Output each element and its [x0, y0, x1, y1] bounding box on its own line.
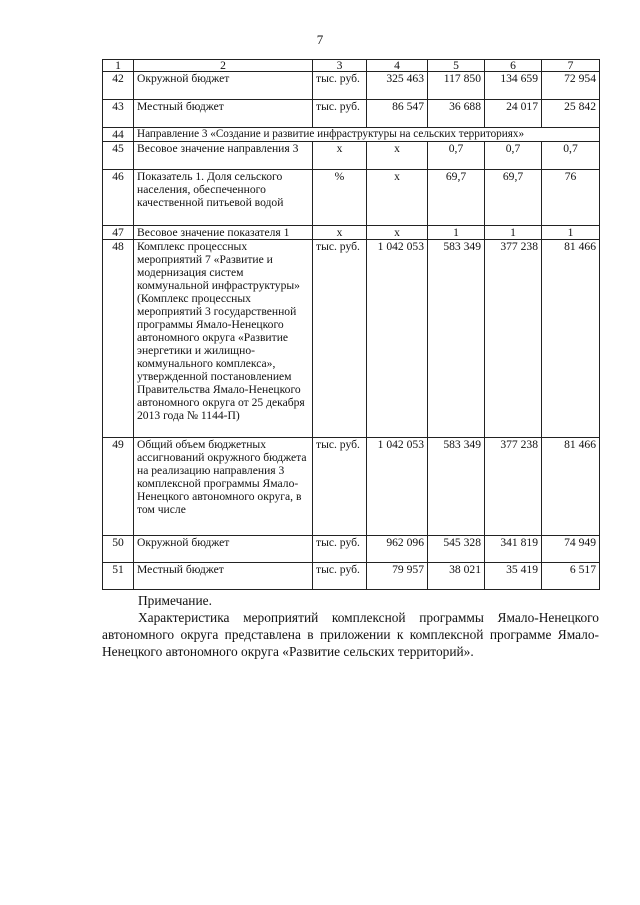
table-row	[103, 536, 600, 563]
row-name: Окружной бюджет	[134, 72, 313, 100]
value-cell: 0,7	[542, 142, 600, 170]
table-header-row	[103, 60, 600, 72]
value-cell: 583 349	[428, 438, 485, 536]
column-header: 5	[428, 60, 485, 72]
section-heading: Направление 3 «Создание и развитие инфраструктуры на сельских территориях»	[134, 128, 600, 142]
row-unit: тыс. руб.	[313, 536, 367, 563]
table-row	[103, 170, 600, 226]
value-cell: 25 842	[542, 100, 600, 128]
row-number: 45	[103, 142, 134, 170]
table-row	[103, 240, 600, 438]
value-cell: 0,7	[428, 142, 485, 170]
value-cell: 1 042 053	[367, 438, 428, 536]
value-cell: 341 819	[485, 536, 542, 563]
table-row	[103, 100, 600, 128]
column-header: 7	[542, 60, 600, 72]
value-cell: 1	[428, 226, 485, 240]
value-cell: 0,7	[485, 142, 542, 170]
row-name: Весовое значение показателя 1	[134, 226, 313, 240]
value-cell: х	[367, 142, 428, 170]
row-unit: %	[313, 170, 367, 226]
row-name: Комплекс процессных мероприятий 7 «Развитие и модернизация систем коммунальной инфраструктуры» (Комплекс процессных мероприятий 3 государственной программы Ямало-Ненецкого автономного округа «Развитие энергетики и жилищно-коммунального комплекса», утвержденной постановлением Правительства Ямало-Ненецкого автономного округа от 25 декабря 2013 года № 1144-П)	[134, 240, 313, 438]
column-header: 6	[485, 60, 542, 72]
row-number: 51	[103, 563, 134, 590]
table-row	[103, 142, 600, 170]
value-cell: 24 017	[485, 100, 542, 128]
row-name: Местный бюджет	[134, 563, 313, 590]
table-row	[103, 72, 600, 100]
row-name: Местный бюджет	[134, 100, 313, 128]
table-row	[103, 563, 600, 590]
value-cell: 76	[542, 170, 600, 226]
row-name: Весовое значение направления 3	[134, 142, 313, 170]
value-cell: 86 547	[367, 100, 428, 128]
value-cell: 81 466	[542, 240, 600, 438]
value-cell: 117 850	[428, 72, 485, 100]
value-cell: 962 096	[367, 536, 428, 563]
row-unit: тыс. руб.	[313, 240, 367, 438]
row-unit: тыс. руб.	[313, 563, 367, 590]
row-name: Окружной бюджет	[134, 536, 313, 563]
column-header: 2	[134, 60, 313, 72]
program-table	[102, 59, 600, 590]
value-cell: х	[367, 226, 428, 240]
column-header: 1	[103, 60, 134, 72]
row-unit: тыс. руб.	[313, 100, 367, 128]
value-cell: 583 349	[428, 240, 485, 438]
value-cell: 377 238	[485, 438, 542, 536]
column-header: 3	[313, 60, 367, 72]
value-cell: 74 949	[542, 536, 600, 563]
value-cell: 72 954	[542, 72, 600, 100]
row-number: 46	[103, 170, 134, 226]
row-name: Общий объем бюджетных ассигнований окружного бюджета на реализацию направления 3 комплексной программы Ямало-Ненецкого автономного округа, в том числе	[134, 438, 313, 536]
note-title: Примечание.	[138, 593, 212, 608]
row-number: 50	[103, 536, 134, 563]
value-cell: 35 419	[485, 563, 542, 590]
row-number: 47	[103, 226, 134, 240]
value-cell: 36 688	[428, 100, 485, 128]
value-cell: 545 328	[428, 536, 485, 563]
row-unit: тыс. руб.	[313, 72, 367, 100]
value-cell: х	[367, 170, 428, 226]
table-row	[103, 226, 600, 240]
row-number: 44	[103, 128, 134, 142]
value-cell: 81 466	[542, 438, 600, 536]
row-name: Показатель 1. Доля сельского населения, обеспеченного качественной питьевой водой	[134, 170, 313, 226]
row-unit: х	[313, 142, 367, 170]
value-cell: 6 517	[542, 563, 600, 590]
row-unit: тыс. руб.	[313, 438, 367, 536]
row-number: 42	[103, 72, 134, 100]
value-cell: 1 042 053	[367, 240, 428, 438]
row-number: 43	[103, 100, 134, 128]
value-cell: 1	[542, 226, 600, 240]
column-header: 4	[367, 60, 428, 72]
table-row	[103, 438, 600, 536]
table-row-section	[103, 128, 600, 142]
page-number: 7	[316, 32, 324, 47]
value-cell: 377 238	[485, 240, 542, 438]
note-body: Характеристика мероприятий комплексной программы Ямало-Ненецкого автономного округа представлена в приложении к комплексной программе Ямало-Ненецкого автономного округа «Развитие сельских территорий».	[102, 610, 599, 659]
row-unit: х	[313, 226, 367, 240]
value-cell: 38 021	[428, 563, 485, 590]
value-cell: 79 957	[367, 563, 428, 590]
row-number: 48	[103, 240, 134, 438]
row-number: 49	[103, 438, 134, 536]
value-cell: 134 659	[485, 72, 542, 100]
value-cell: 1	[485, 226, 542, 240]
value-cell: 69,7	[428, 170, 485, 226]
value-cell: 325 463	[367, 72, 428, 100]
value-cell: 69,7	[485, 170, 542, 226]
